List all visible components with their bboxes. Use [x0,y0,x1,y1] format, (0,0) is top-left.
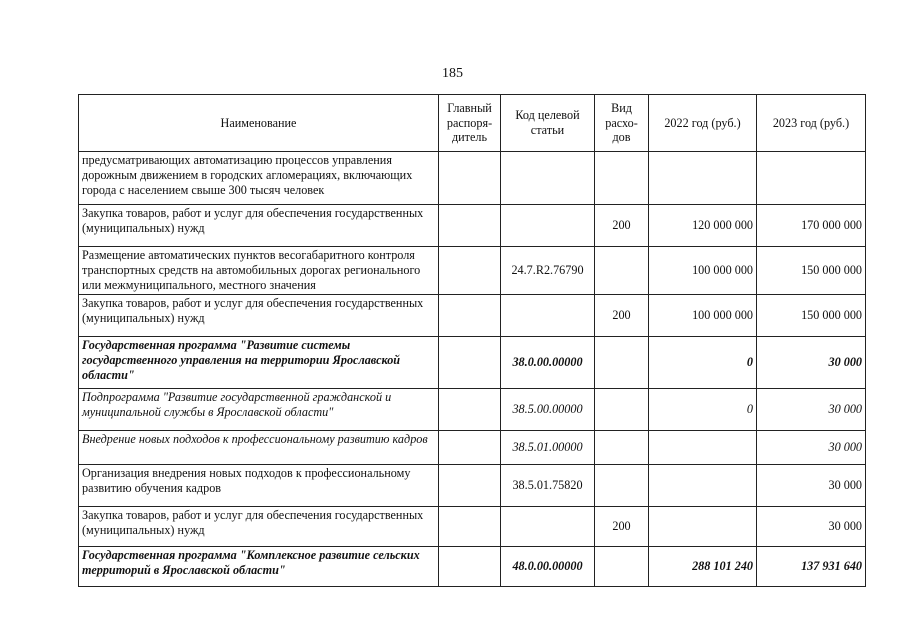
table-row [79,389,866,431]
cell-name: Государственная программа "Комплексное развитие сельских территорий в Ярославской области" [79,547,439,587]
cell-name: Закупка товаров, работ и услуг для обеспечения государственных (муниципальных) нужд [79,507,439,547]
cell-2023: 30 000 [757,337,866,389]
cell-expense-type [595,247,649,295]
header-expense-type: Вид расхо-дов [595,95,649,152]
table-row [79,507,866,547]
cell-code [501,507,595,547]
cell-expense-type [595,337,649,389]
table-row [79,337,866,389]
cell-manager [439,389,501,431]
table-row [79,247,866,295]
cell-2022: 288 101 240 [649,547,757,587]
table-row [79,465,866,507]
cell-2022 [649,507,757,547]
table-row [79,205,866,247]
cell-code [501,295,595,337]
cell-2023 [757,152,866,205]
cell-2022: 120 000 000 [649,205,757,247]
cell-2022 [649,152,757,205]
cell-manager [439,465,501,507]
cell-manager [439,507,501,547]
cell-manager [439,431,501,465]
cell-2022: 0 [649,337,757,389]
cell-code: 24.7.R2.76790 [501,247,595,295]
cell-name: Закупка товаров, работ и услуг для обеспечения государственных (муниципальных) нужд [79,295,439,337]
cell-2023: 170 000 000 [757,205,866,247]
header-2022: 2022 год (руб.) [649,95,757,152]
cell-code: 48.0.00.00000 [501,547,595,587]
cell-manager [439,247,501,295]
cell-expense-type [595,389,649,431]
cell-expense-type: 200 [595,205,649,247]
cell-name: Организация внедрения новых подходов к профессиональному развитию обучения кадров [79,465,439,507]
cell-manager [439,547,501,587]
table-row [79,295,866,337]
cell-code: 38.5.00.00000 [501,389,595,431]
cell-2023: 30 000 [757,507,866,547]
cell-expense-type: 200 [595,295,649,337]
cell-2023: 30 000 [757,465,866,507]
cell-expense-type [595,152,649,205]
cell-expense-type: 200 [595,507,649,547]
table-row [79,152,866,205]
cell-name: предусматривающих автоматизацию процессов управления дорожным движением в городских агломерациях, включающих города с населением свыше 300 тысяч человек [79,152,439,205]
cell-2022 [649,465,757,507]
header-name: Наименование [79,95,439,152]
cell-name: Внедрение новых подходов к профессиональному развитию кадров [79,431,439,465]
table-row [79,547,866,587]
table-header-row [79,95,866,152]
table-row [79,431,866,465]
cell-code: 38.5.01.00000 [501,431,595,465]
cell-2022 [649,431,757,465]
cell-manager [439,152,501,205]
cell-2023: 137 931 640 [757,547,866,587]
page-number: 185 [442,66,463,81]
cell-2023: 150 000 000 [757,247,866,295]
cell-code [501,205,595,247]
cell-code [501,152,595,205]
cell-name: Государственная программа "Развитие системы государственного управления на территории Ярославской области" [79,337,439,389]
cell-expense-type [595,547,649,587]
cell-expense-type [595,465,649,507]
cell-2023: 30 000 [757,431,866,465]
cell-2022: 0 [649,389,757,431]
cell-2023: 30 000 [757,389,866,431]
cell-2023: 150 000 000 [757,295,866,337]
cell-manager [439,337,501,389]
cell-expense-type [595,431,649,465]
cell-name: Подпрограмма "Развитие государственной гражданской и муниципальной службы в Ярославской области" [79,389,439,431]
header-2023: 2023 год (руб.) [757,95,866,152]
cell-name: Закупка товаров, работ и услуг для обеспечения государственных (муниципальных) нужд [79,205,439,247]
cell-manager [439,295,501,337]
cell-code: 38.5.01.75820 [501,465,595,507]
cell-code: 38.0.00.00000 [501,337,595,389]
cell-manager [439,205,501,247]
cell-name: Размещение автоматических пунктов весогабаритного контроля транспортных средств на автомобильных дорогах регионального или межмуниципального, местного значения [79,247,439,295]
cell-2022: 100 000 000 [649,247,757,295]
header-code: Код целевой статьи [501,95,595,152]
header-manager: Главный распоря-дитель [439,95,501,152]
cell-2022: 100 000 000 [649,295,757,337]
budget-table [78,94,866,587]
